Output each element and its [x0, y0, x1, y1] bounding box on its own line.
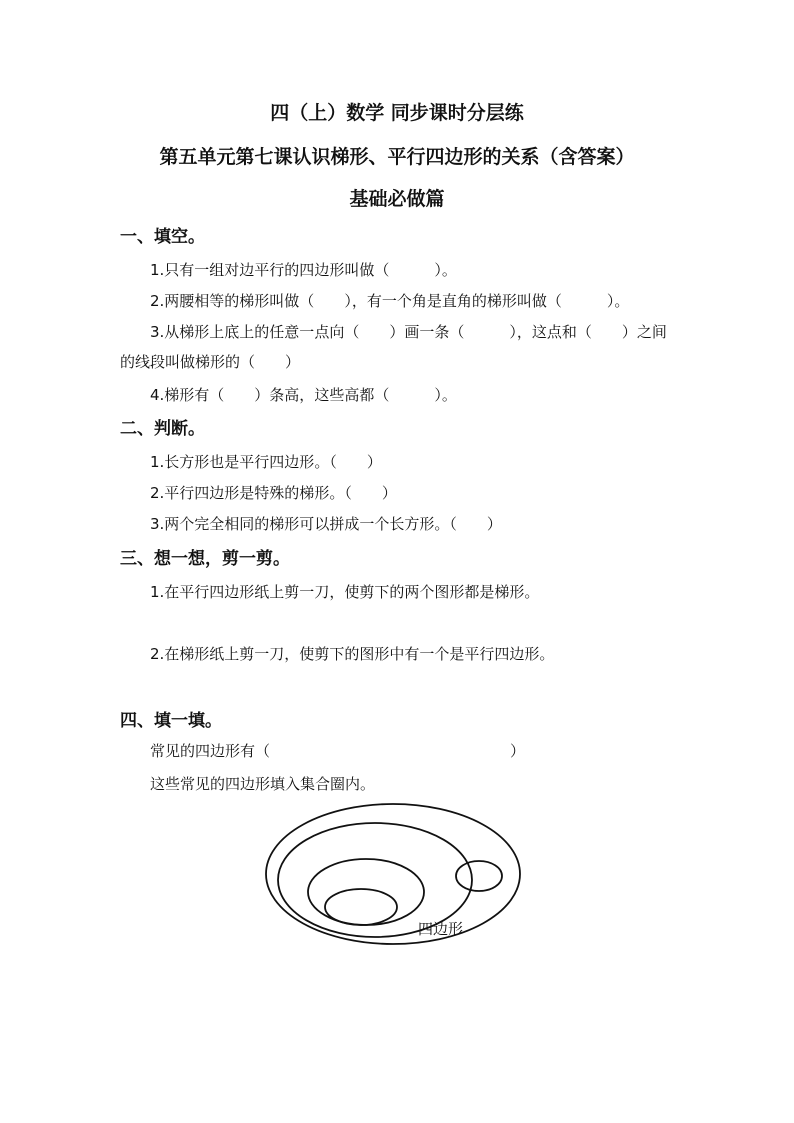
outer-set-label: 四边形 — [418, 920, 464, 938]
section-heading-fill-blank: 一、填空。 — [120, 227, 205, 247]
question-item: 1.只有一组对边平行的四边形叫做（ ）。 — [150, 261, 457, 279]
section-heading-fill: 四、填一填。 — [120, 711, 222, 731]
separate-set-circle — [456, 861, 502, 891]
question-item-continuation: 的线段叫做梯形的（ ） — [120, 353, 301, 371]
section-heading-cut: 三、想一想，剪一剪。 — [120, 549, 290, 569]
page-title: 四（上）数学 同步课时分层练 — [270, 102, 524, 124]
section-heading-judge: 二、判断。 — [120, 419, 205, 439]
question-item: 3.从梯形上底上的任意一点向（ ）画一条（ ），这点和（ ）之间 — [150, 323, 667, 341]
question-item: 1.在平行四边形纸上剪一刀，使剪下的两个图形都是梯形。 — [150, 583, 540, 601]
set-circle-level-3 — [308, 859, 424, 925]
outer-set-circle-quadrilateral — [266, 804, 520, 944]
question-item: 2.平行四边形是特殊的梯形。（ ） — [150, 484, 397, 502]
question-item: 3.两个完全相同的梯形可以拼成一个长方形。（ ） — [150, 515, 502, 533]
question-item: 这些常见的四边形填入集合圈内。 — [150, 775, 376, 793]
question-item: 4.梯形有（ ）条高，这些高都（ ）。 — [150, 386, 457, 404]
question-item: 1.长方形也是平行四边形。（ ） — [150, 453, 382, 471]
question-item: 2.两腰相等的梯形叫做（ ），有一个角是直角的梯形叫做（ ）。 — [150, 292, 630, 310]
set-circle-level-4 — [325, 889, 397, 925]
section-level-title: 基础必做篇 — [349, 188, 445, 210]
question-item: 常见的四边形有（ ） — [150, 742, 526, 760]
question-item: 2.在梯形纸上剪一刀，使剪下的图形中有一个是平行四边形。 — [150, 645, 555, 663]
page-subtitle: 第五单元第七课认识梯形、平行四边形的关系（含答案） — [159, 146, 635, 168]
